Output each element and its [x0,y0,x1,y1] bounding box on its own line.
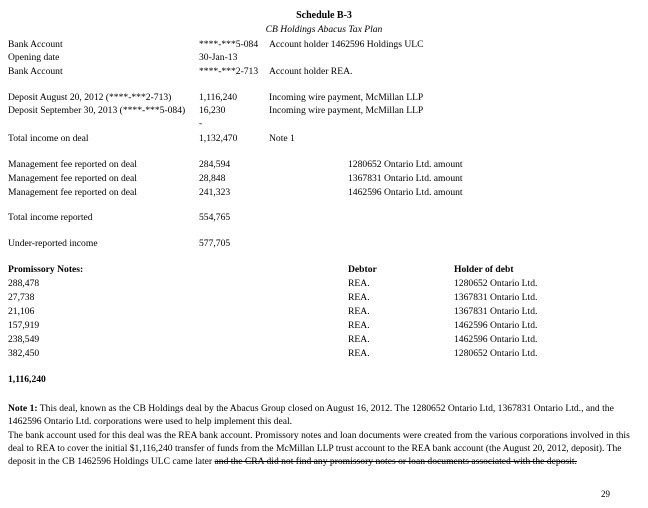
mgmt-fee-value: 28,848 [199,173,226,184]
note-1-paragraph [8,402,640,428]
note-debtor: REA. [348,348,370,359]
mgmt-fee-label: Management fee reported on deal [8,159,137,170]
account-label: Bank Account [8,66,63,77]
account-number: ****-***2-713 [199,66,259,77]
bank-account-paragraph [8,429,640,468]
mgmt-fee-label: Management fee reported on deal [8,173,137,184]
opening-date-label: Opening date [8,52,60,63]
account-holder: Account holder REA. [269,66,353,77]
deposit-amount: 1,116,240 [199,92,238,103]
paragraph-text: The bank account used for this deal was the REA bank account. Promissory notes and loan documents were created from the various corporations involved in this deal to REA to cover the initial $1,116,240 transfer of funds from the McMillan LLP trust account to the REA bank account (the August 20, 2012, deposit). The deposit in the CB 1462596 Holdings ULC came later [8,430,630,467]
note-debtor: REA. [348,292,370,303]
under-reported-value: 577,705 [199,238,231,249]
deposit-amount: 16,230 [199,105,226,116]
page-number: 29 [601,489,610,499]
mgmt-fee-value: 284,594 [199,159,231,170]
note-amount: 157,919 [8,320,40,331]
promissory-heading: Promissory Notes: [8,264,84,275]
total-income-deal-note: Note 1 [269,133,295,144]
note-holder: 1462596 Ontario Ltd. [454,320,538,331]
note-debtor: REA. [348,334,370,345]
note-amount: 382,450 [8,348,40,359]
deposit-label: Deposit August 20, 2012 (****-***2-713) [8,92,172,103]
note-amount: 27,738 [8,292,35,303]
mgmt-fee-note: 1280652 Ontario Ltd. amount [348,159,463,170]
note-holder: 1367831 Ontario Ltd. [454,292,538,303]
dash-mark: - [199,118,203,129]
note-holder: 1367831 Ontario Ltd. [454,306,538,317]
note-holder: 1280652 Ontario Ltd. [454,348,538,359]
note-debtor: REA. [348,320,370,331]
account-number: ****-***5-084 [199,39,259,50]
total-income-deal-value: 1,132,470 [199,133,238,144]
total-income-deal-label: Total income on deal [8,133,89,144]
mgmt-fee-note: 1462596 Ontario Ltd. amount [348,187,463,198]
under-reported-label: Under-reported income [8,238,98,249]
deposit-note: Incoming wire payment, McMillan LLP [269,92,424,103]
mgmt-fee-note: 1367831 Ontario Ltd. amount [348,173,463,184]
schedule-subtitle: CB Holdings Abacus Tax Plan [265,24,383,35]
mgmt-fee-label: Management fee reported on deal [8,187,137,198]
note-amount: 288,478 [8,278,40,289]
note-debtor: REA. [348,278,370,289]
note-1-text: This deal, known as the CB Holdings deal by the Abacus Group closed on August 16, 2012. The 1280652 Ontario Ltd, 1367831 Ontario Ltd., and the 1462596 Ontario Ltd. corporations were used to help implement this deal. [8,403,614,427]
note-holder: 1280652 Ontario Ltd. [454,278,538,289]
schedule-title: Schedule B-3 [296,10,352,21]
debtor-heading: Debtor [348,264,377,275]
deposit-label: Deposit September 30, 2013 (****-***5-084) [8,105,186,116]
total-income-reported-label: Total income reported [8,212,93,223]
note-amount: 238,549 [8,334,40,345]
opening-date-value: 30-Jan-13 [199,52,238,63]
holder-heading: Holder of debt [454,264,514,275]
note-amount: 21,106 [8,306,35,317]
mgmt-fee-value: 241,323 [199,187,231,198]
note-debtor: REA. [348,306,370,317]
promissory-total: 1,116,240 [8,374,46,385]
note-holder: 1462596 Ontario Ltd. [454,334,538,345]
account-label: Bank Account [8,39,63,50]
account-holder: Account holder 1462596 Holdings ULC [269,39,424,50]
struck-text: and the CRA did not find any promissory notes or loan documents associated with the deposit. [214,456,577,467]
total-income-reported-value: 554,765 [199,212,231,223]
note-1-label: Note 1: [8,403,38,414]
deposit-note: Incoming wire payment, McMillan LLP [269,105,424,116]
